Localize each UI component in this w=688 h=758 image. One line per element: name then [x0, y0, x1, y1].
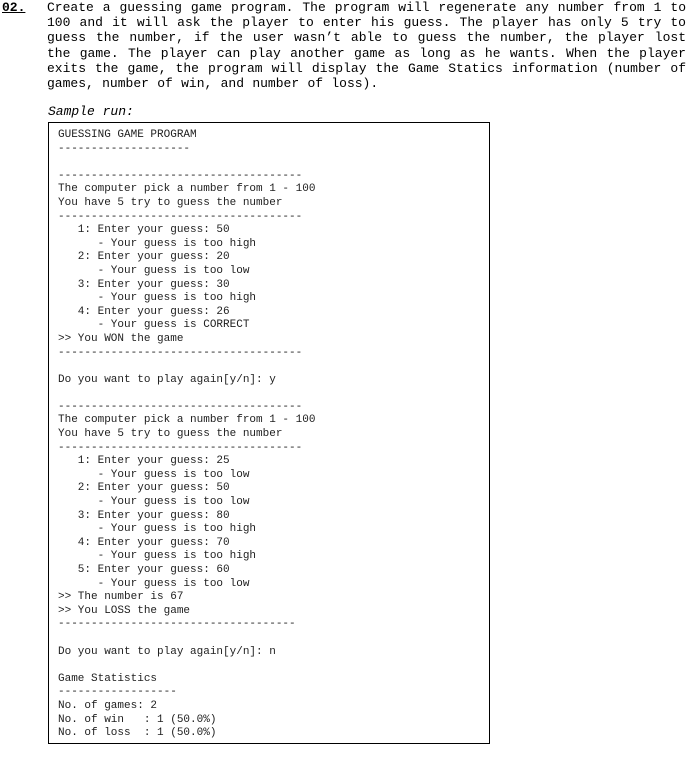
console-line	[58, 387, 315, 401]
console-line: No. of loss : 1 (50.0%)	[58, 727, 217, 740]
console-line: - Your guess is too low	[58, 577, 250, 590]
console-line	[58, 156, 315, 170]
console-line: Do you want to play again[y/n]: n	[58, 645, 276, 658]
console-line: 1: Enter your guess: 50	[58, 224, 230, 237]
console-line: >> You WON the game	[58, 332, 184, 345]
console-line	[58, 659, 315, 673]
console-line: - Your guess is too low	[58, 496, 250, 509]
console-line: 2: Enter your guess: 50	[58, 482, 230, 495]
console-line: The computer pick a number from 1 - 100	[58, 183, 316, 196]
console-line: 3: Enter your guess: 30	[58, 278, 230, 291]
console-line: - Your guess is too high	[58, 237, 257, 250]
console-line: GUESSING GAME PROGRAM	[58, 129, 197, 141]
console-line: >> The number is 67	[58, 591, 184, 604]
sample-run-console	[48, 122, 490, 744]
console-line: - Your guess is CORRECT	[58, 319, 250, 332]
console-line: You have 5 try to guess the number	[58, 428, 283, 441]
console-line: 2: Enter your guess: 20	[58, 251, 230, 264]
problem-statement	[2, 0, 686, 91]
console-line: 1: Enter your guess: 25	[58, 455, 230, 468]
console-line: ------------------------------------	[58, 618, 296, 631]
console-line: -------------------------------------	[58, 441, 303, 454]
console-line: --------------------	[58, 142, 191, 155]
console-line: 5: Enter your guess: 60	[58, 564, 230, 576]
console-line: 4: Enter your guess: 70	[58, 536, 230, 549]
console-line: -------------------------------------	[58, 400, 303, 413]
console-line: - Your guess is too high	[58, 523, 257, 536]
console-line: ------------------	[58, 686, 177, 699]
console-line: -------------------------------------	[58, 210, 303, 223]
console-line	[58, 360, 315, 374]
console-line: The computer pick a number from 1 - 100	[58, 414, 316, 427]
console-line: - Your guess is too low	[58, 468, 250, 481]
console-line: - Your guess is too high	[58, 550, 257, 563]
sample-run-label: Sample run:	[48, 104, 134, 119]
console-line: - Your guess is too low	[58, 264, 250, 277]
problem-number: 02.	[2, 0, 26, 15]
console-line: - Your guess is too high	[58, 292, 257, 305]
console-line	[58, 632, 315, 646]
console-line: No. of win : 1 (50.0%)	[58, 713, 217, 726]
console-line: 3: Enter your guess: 80	[58, 509, 230, 522]
console-line: >> You LOSS the game	[58, 604, 191, 617]
problem-text: Create a guessing game program. The program will regenerate any number from 1 to 100 and it will ask the player to enter his guess. The player has only 5 try to guess the number, if the user wasn’t able to guess the number, the player lost the game. The player can play another game as long as he wants. When the player exits the game, the program will display the Game Statics information (number of games, number of win, and number of loss).	[47, 0, 686, 92]
console-line: No. of games: 2	[58, 699, 158, 712]
console-line: -------------------------------------	[58, 346, 303, 359]
console-line: -------------------------------------	[58, 169, 303, 182]
console-line: Do you want to play again[y/n]: y	[58, 373, 276, 386]
console-line: 4: Enter your guess: 26	[58, 305, 230, 318]
console-line: You have 5 try to guess the number	[58, 196, 283, 209]
console-output	[58, 129, 315, 741]
console-line: Game Statistics	[58, 672, 158, 685]
